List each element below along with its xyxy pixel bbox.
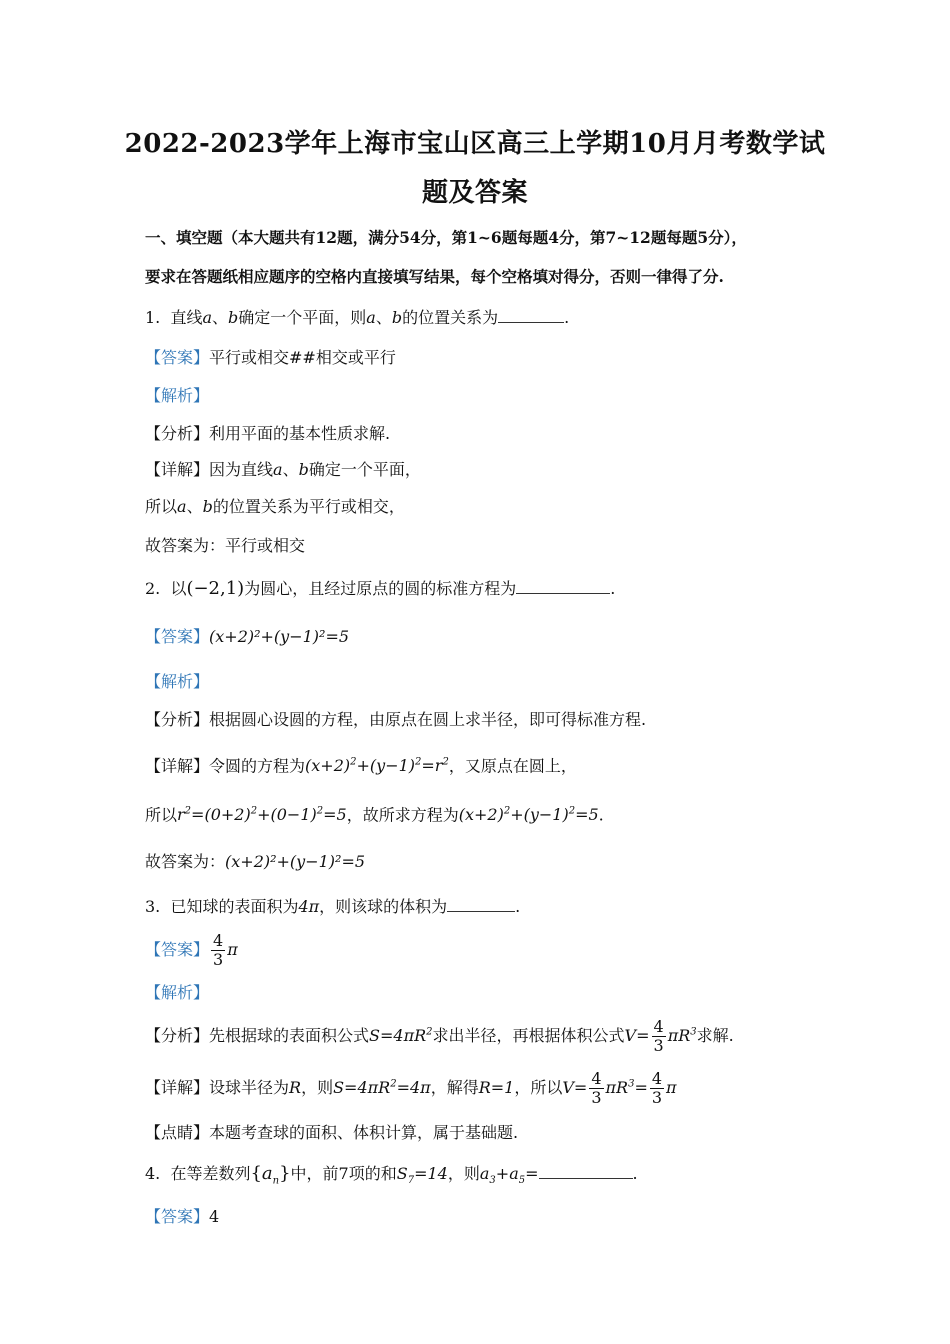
- question-number: 1.: [145, 308, 161, 327]
- question-4: 4. 在等差数列$\{a_n\}$中，前7项的和$S_7=14$，则$a_3+a_5=$ .: [145, 1163, 638, 1187]
- section-instructions-line1: 一、填空题（本大题共有12题，满分54分，第1~6题每题4分，第7~12题每题5分），: [145, 228, 747, 247]
- detail-line: 所以a、b的位置关系为平行或相交，: [145, 497, 405, 516]
- final-answer: 故答案为：(x+2)²+(y−1)²=5: [145, 852, 366, 871]
- detail-row: 【详解】因为直线a、b确定一个平面，: [145, 460, 421, 479]
- analysis-tag: 【解析】: [145, 672, 210, 691]
- answer-tag: 【答案】: [145, 1207, 210, 1226]
- answer-blank: [516, 578, 610, 594]
- question-2: 2. 以(−2,1)为圆心，且经过原点的圆的标准方程为 .: [145, 578, 616, 599]
- fenxi-row: 【分析】先根据球的表面积公式$S=4\pi R^2$求出半径，再根据体积公式V= $\frac{4}{3}$ $\pi R^3$求解.: [145, 1017, 734, 1055]
- detail-row: 【详解】设球半径为R，则$S=4\pi R^2=4\pi$，解得R=1，所以V= $\frac{4}{3}$ $\pi R^3=$ $\frac{4}{3}$ π: [145, 1069, 677, 1107]
- analysis-tag: 【解析】: [145, 386, 210, 405]
- answer-blank: [539, 1163, 633, 1179]
- fenxi-row: 【分析】根据圆心设圆的方程，由原点在圆上求半径，即可得标准方程.: [145, 710, 647, 729]
- question-1: 1. 直线a、b确定一个平面，则a、b的位置关系为 .: [145, 308, 570, 327]
- answer-tag: 【答案】: [145, 348, 210, 367]
- analysis-tag: 【解析】: [145, 983, 210, 1002]
- fenxi-row: 【分析】利用平面的基本性质求解.: [145, 424, 391, 443]
- answer-tag: 【答案】: [145, 940, 210, 959]
- page-title-line2: 题及答案: [421, 178, 528, 208]
- answer-row: 【答案】4: [145, 1207, 220, 1226]
- answer-blank: [498, 307, 564, 323]
- page-title-line1: 2022-2023学年上海市宝山区高三上学期10月月考数学试: [124, 129, 826, 159]
- dianjing-row: 【点睛】本题考查球的面积、体积计算，属于基础题.: [145, 1123, 519, 1142]
- detail-row: 【详解】令圆的方程为$(x+2)^2+(y-1)^2=r^2$，又原点在圆上，: [145, 756, 577, 776]
- answer-blank: [447, 896, 515, 912]
- question-number: 3.: [145, 897, 161, 916]
- answer-row: 【答案】(x+2)²+(y−1)²=5: [145, 627, 350, 646]
- section-instructions-line2: 要求在答题纸相应题序的空格内直接填写结果，每个空格填对得分，否则一律得了分.: [145, 267, 724, 286]
- answer-row: 【答案】 $\frac{4}{3}$ π: [145, 931, 238, 969]
- question-number: 4.: [145, 1164, 161, 1183]
- answer-tag: 【答案】: [145, 627, 210, 646]
- question-3: 3. 已知球的表面积为4π，则该球的体积为 .: [145, 897, 521, 916]
- question-number: 2.: [145, 579, 161, 598]
- detail-line: 所以$r^2=(0+2)^2+(0-1)^2=5$，故所求方程为$(x+2)^2+(y-1)^2=5$.: [145, 805, 604, 825]
- answer-row: 【答案】平行或相交##相交或平行: [145, 348, 396, 367]
- final-answer: 故答案为：平行或相交: [145, 536, 306, 555]
